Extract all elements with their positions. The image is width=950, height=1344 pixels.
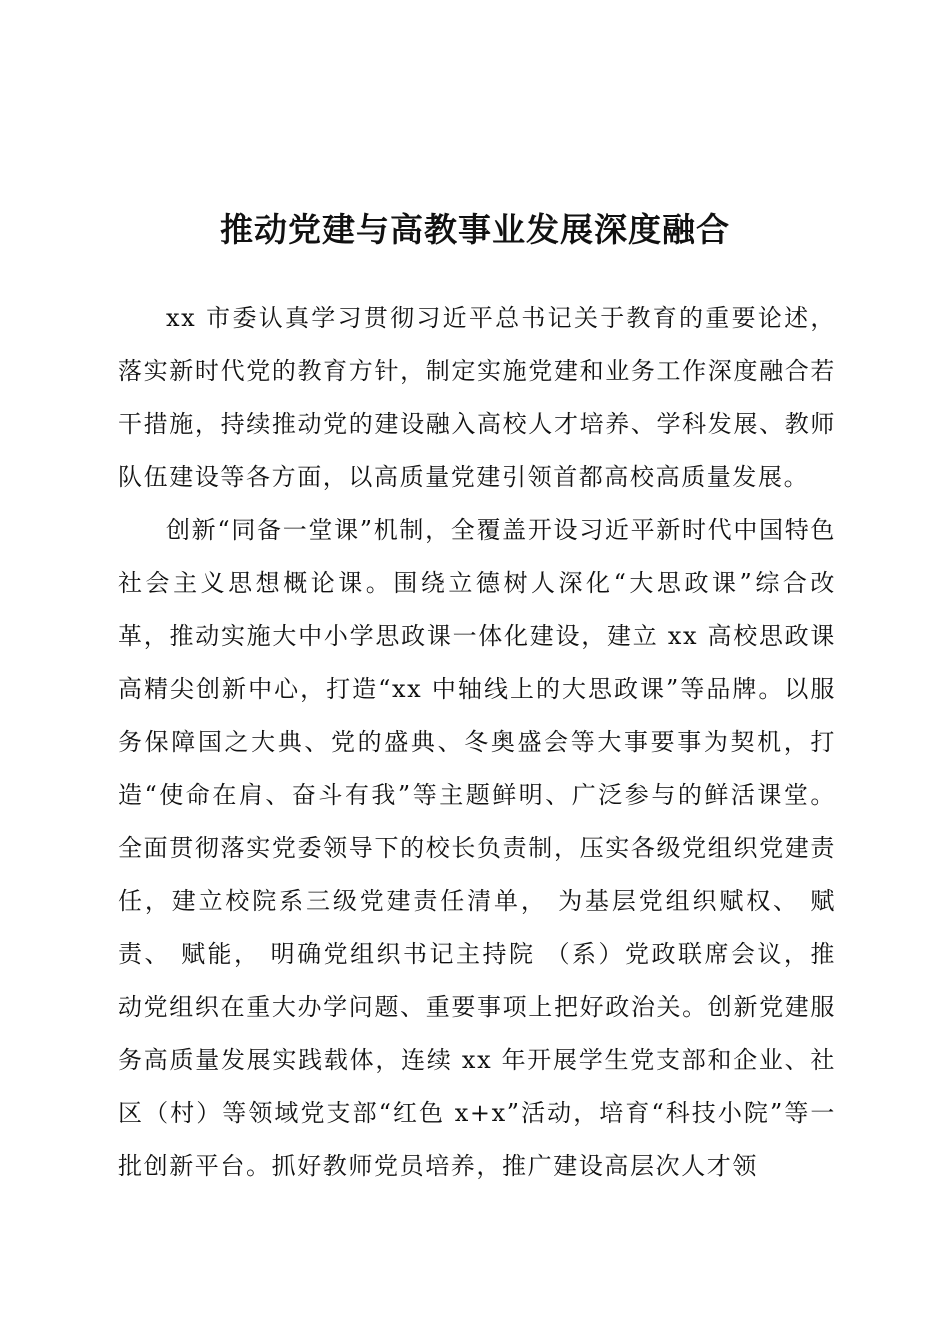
paragraph-intro: xx 市委认真学习贯彻习近平总书记关于教育的重要论述，落实新时代党的教育方针，制定实施党建和业务工作深度融合若干措施，持续推动党的建设融入高校人才培养、学科发展、教师队伍建设等各方面，以高质量党建引领首都高校高质量发展。 [118, 304, 836, 491]
paragraph-innovation: 创新“同备一堂课”机制，全覆盖开设习近平新时代中国特色社会主义思想概论课。围绕立德树人深化“大思政课”综合改革，推动实施大中小学思政课一体化建设，建立 xx 高校思政课高精尖创新中心，打造“xx 中轴线上的大思政课”等品牌。以服务保障国之大典、党的盛典、冬奥盛会等大事要事为契机，打造“使命在肩、奋斗有我”等主题鲜明、广泛参与的鲜活课堂。全面贯彻落实党委领导下的校长负责制，压实各级党组织党建责任，建立校院系三级党建责任清单， 为基层党组织赋权、 赋责、 赋能， 明确党组织书记主持院 （系）党政联席会议，推动党组织在重大办学问题、重要事项上把好政治关。创新党建服务高质量发展实践载体，连续 xx 年开展学生党支部和企业、社区（村）等领域党支部“红色 x+x”活动，培育“科技小院”等一批创新平台。抓好教师党员培养，推广建设高层次人才领 [118, 516, 836, 1180]
document-body [118, 292, 836, 1193]
document-title: 推动党建与高教事业发展深度融合 [220, 210, 730, 250]
